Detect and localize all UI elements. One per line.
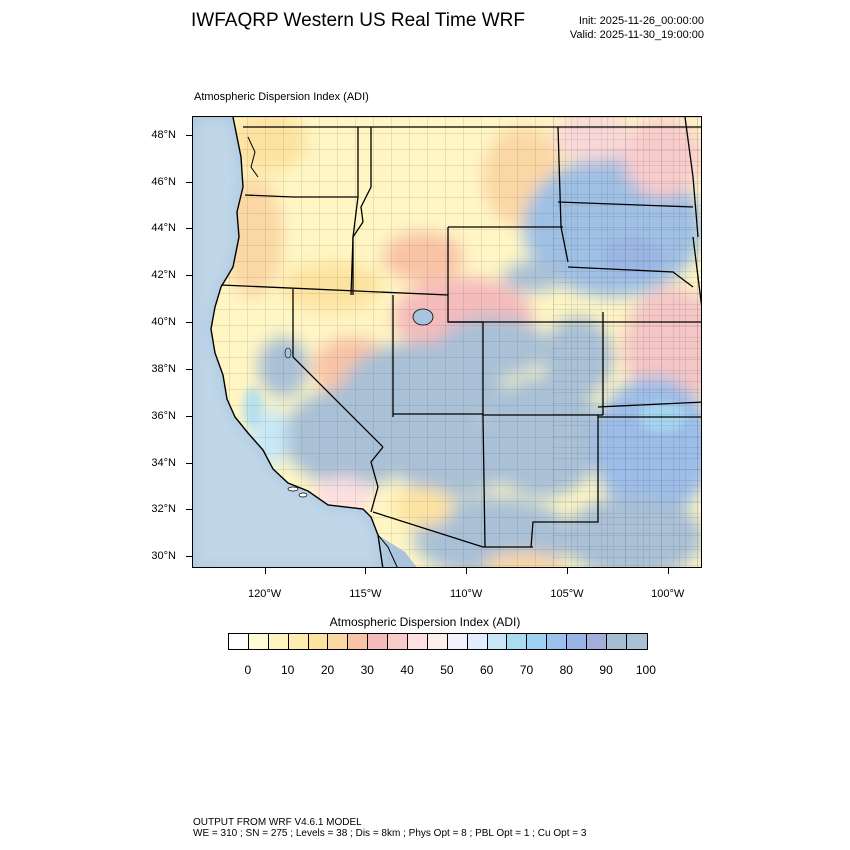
colorbar-label: 80 <box>559 663 573 677</box>
lon-tick-mark <box>668 568 669 574</box>
lon-tick-mark <box>466 568 467 574</box>
colorbar-swatch <box>309 634 329 649</box>
lon-tick-mark <box>265 568 266 574</box>
colorbar-swatch <box>627 634 647 649</box>
lat-tick-mark <box>186 275 192 276</box>
colorbar-swatch <box>388 634 408 649</box>
colorbar-swatch <box>587 634 607 649</box>
colorbar-label: 90 <box>599 663 613 677</box>
colorbar-label: 50 <box>440 663 454 677</box>
colorbar-label: 0 <box>244 663 252 677</box>
lon-tick-label: 110°W <box>449 588 483 600</box>
lat-tick-label: 42°N <box>151 269 176 282</box>
colorbar-swatch <box>607 634 627 649</box>
model-config: WE = 310 ; SN = 275 ; Levels = 38 ; Dis = 8km ; Phys Opt = 8 ; PBL Opt = 1 ; Cu Opt = 3 <box>193 828 587 839</box>
colorbar-swatch <box>527 634 547 649</box>
colorbar-label: 60 <box>480 663 494 677</box>
lat-tick-label: 30°N <box>151 550 176 563</box>
lat-tick-label: 32°N <box>151 503 176 516</box>
lat-tick-mark <box>186 182 192 183</box>
model-footer <box>193 817 586 839</box>
colorbar-label: 10 <box>281 663 295 677</box>
valid-time: Valid: 2025-11-30_19:00:00 <box>569 29 704 41</box>
lat-tick-label: 36°N <box>151 409 176 422</box>
lat-tick-label: 40°N <box>151 316 176 329</box>
lon-tick-mark <box>567 568 568 574</box>
colorbar-label: 20 <box>320 663 335 677</box>
colorbar-swatch <box>507 634 527 649</box>
colorbar-swatch <box>448 634 468 649</box>
colorbar-swatch <box>547 634 567 649</box>
map-canvas <box>193 117 702 568</box>
lat-tick-mark <box>186 463 192 464</box>
colorbar-label: 70 <box>519 663 534 677</box>
colorbar-swatch <box>368 634 388 649</box>
lat-tick-mark <box>186 416 192 417</box>
lat-tick-label: 38°N <box>151 362 176 375</box>
lat-tick-label: 34°N <box>151 456 176 469</box>
lon-tick-label: 105°W <box>550 588 584 600</box>
lat-tick-mark <box>186 509 192 510</box>
lon-tick-label: 115°W <box>349 588 382 600</box>
lat-tick-mark <box>186 556 192 557</box>
colorbar-swatch <box>428 634 448 649</box>
lat-tick-mark <box>186 135 192 136</box>
lon-tick-label: 120°W <box>247 588 282 600</box>
colorbar-swatch <box>249 634 269 649</box>
plot-title: IWFAQRP Western US Real Time WRF <box>191 10 525 31</box>
colorbar-swatch <box>269 634 289 649</box>
colorbar-label: 30 <box>360 663 374 677</box>
colorbar-label: 100 <box>635 663 656 677</box>
colorbar-swatch <box>468 634 488 649</box>
lat-tick-label: 46°N <box>151 175 176 188</box>
lat-tick-mark <box>186 228 192 229</box>
colorbar-swatch <box>488 634 508 649</box>
colorbar-swatch <box>328 634 348 649</box>
colorbar-swatch <box>348 634 368 649</box>
colorbar-swatch <box>229 634 249 649</box>
colorbar-swatch <box>289 634 309 649</box>
lon-tick-mark <box>365 568 366 574</box>
colorbar <box>228 633 648 650</box>
colorbar-title: Atmospheric Dispersion Index (ADI) <box>329 615 521 629</box>
lat-tick-label: 48°N <box>151 128 176 141</box>
colorbar-label: 40 <box>400 663 414 677</box>
lat-tick-mark <box>186 369 192 370</box>
model-version: OUTPUT FROM WRF V4.6.1 MODEL <box>193 817 362 828</box>
init-time: Init: 2025-11-26_00:00:00 <box>578 15 704 27</box>
map-panel <box>192 116 702 568</box>
lat-tick-label: 44°N <box>151 222 176 235</box>
colorbar-swatch <box>408 634 428 649</box>
init-valid-block <box>540 14 704 42</box>
colorbar-swatch <box>567 634 587 649</box>
field-subtitle: Atmospheric Dispersion Index (ADI) <box>194 91 369 103</box>
lat-tick-mark <box>186 322 192 323</box>
lon-tick-label: 100°W <box>651 588 685 600</box>
